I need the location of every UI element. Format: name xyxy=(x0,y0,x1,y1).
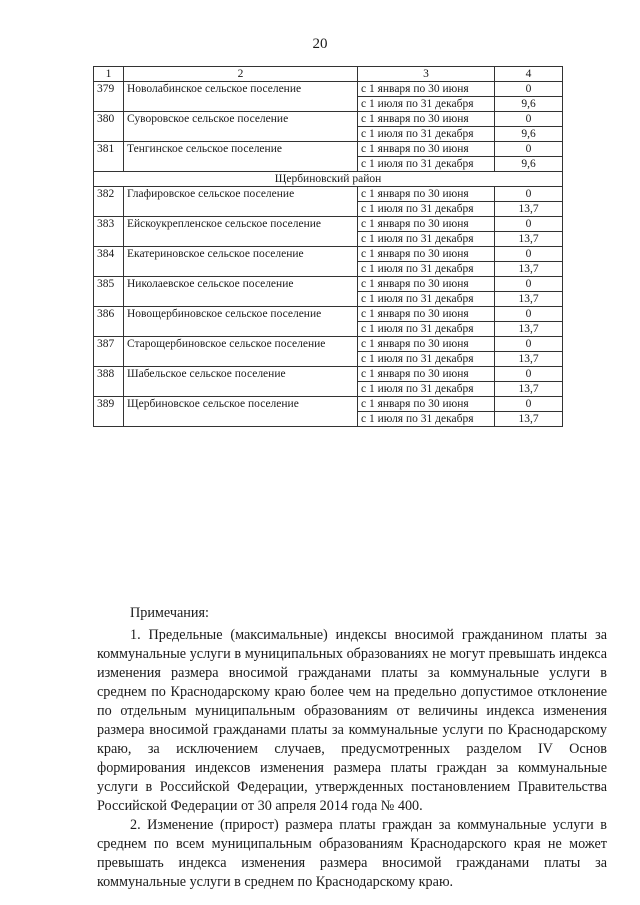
period-cell: с 1 января по 30 июня xyxy=(358,307,495,322)
index-value-cell: 0 xyxy=(495,187,563,202)
settlement-name: Щербиновское сельское поселение xyxy=(124,397,358,427)
index-value-cell: 9,6 xyxy=(495,127,563,142)
period-cell: с 1 января по 30 июня xyxy=(358,187,495,202)
index-value-cell: 13,7 xyxy=(495,262,563,277)
tariff-index-table xyxy=(93,66,563,427)
page-number: 20 xyxy=(312,36,328,52)
period-cell: с 1 июля по 31 декабря xyxy=(358,382,495,397)
period-cell: с 1 июля по 31 декабря xyxy=(358,127,495,142)
index-value-cell: 0 xyxy=(495,247,563,262)
settlement-name: Глафировское сельское поселение xyxy=(124,187,358,217)
period-cell: с 1 января по 30 июня xyxy=(358,142,495,157)
index-value-cell: 0 xyxy=(495,142,563,157)
row-number: 380 xyxy=(94,112,124,142)
period-cell: с 1 июля по 31 декабря xyxy=(358,202,495,217)
index-value-cell: 13,7 xyxy=(495,412,563,427)
column-header: 4 xyxy=(495,67,563,82)
index-value-cell: 9,6 xyxy=(495,157,563,172)
period-cell: с 1 июля по 31 декабря xyxy=(358,157,495,172)
table-body xyxy=(94,82,563,427)
table-row xyxy=(94,337,563,352)
index-value-cell: 0 xyxy=(495,337,563,352)
period-cell: с 1 января по 30 июня xyxy=(358,217,495,232)
table-header-row xyxy=(94,67,563,82)
district-row xyxy=(94,172,563,187)
settlement-name: Суворовское сельское поселение xyxy=(124,112,358,142)
notes-heading: Примечания: xyxy=(130,605,209,621)
settlement-name: Николаевское сельское поселение xyxy=(124,277,358,307)
index-value-cell: 13,7 xyxy=(495,202,563,217)
index-value-cell: 0 xyxy=(495,112,563,127)
table-row xyxy=(94,142,563,157)
index-value-cell: 0 xyxy=(495,217,563,232)
settlement-name: Новощербиновское сельское поселение xyxy=(124,307,358,337)
period-cell: с 1 июля по 31 декабря xyxy=(358,97,495,112)
table-row xyxy=(94,277,563,292)
period-cell: с 1 июля по 31 декабря xyxy=(358,262,495,277)
row-number: 382 xyxy=(94,187,124,217)
row-number: 388 xyxy=(94,367,124,397)
note-item: 1. Предельные (максимальные) индексы вносимой гражданином платы за коммунальные услуги в муниципальных образованиях не могут превышать индекса изменения размера вносимой гражданами платы за коммунальные услуги в среднем по Краснодарскому краю более чем на предельно допустимое отклонение по отдельным муниципальным образованиям от величины индекса изменения размера вносимой гражданами платы за коммунальные услуги по Краснодарскому краю, за исключением случаев, предусмотренных разделом IV Основ формирования индексов изменения размера платы граждан за коммунальные услуги в Российской Федерации, утвержденных постановлением Правительства Российской Федерации от 30 апреля 2014 года № 400. xyxy=(97,627,607,814)
district-name: Щербиновский район xyxy=(94,172,563,187)
row-number: 384 xyxy=(94,247,124,277)
table-row xyxy=(94,217,563,232)
index-value-cell: 13,7 xyxy=(495,232,563,247)
settlement-name: Шабельское сельское поселение xyxy=(124,367,358,397)
column-header: 2 xyxy=(124,67,358,82)
index-value-cell: 13,7 xyxy=(495,352,563,367)
row-number: 383 xyxy=(94,217,124,247)
settlement-name: Старощербиновское сельское поселение xyxy=(124,337,358,367)
notes-section xyxy=(97,604,607,892)
note-item: 2. Изменение (прирост) размера платы граждан за коммунальные услуги в среднем по всем муниципальным образованиям Краснодарского края не может превышать индекса изменения размера вносимой гражданами платы за коммунальные услуги в среднем по Краснодарскому краю. xyxy=(97,817,607,890)
index-value-cell: 13,7 xyxy=(495,292,563,307)
settlement-name: Тенгинское сельское поселение xyxy=(124,142,358,172)
index-value-cell: 0 xyxy=(495,82,563,97)
period-cell: с 1 января по 30 июня xyxy=(358,337,495,352)
index-value-cell: 0 xyxy=(495,307,563,322)
period-cell: с 1 июля по 31 декабря xyxy=(358,322,495,337)
period-cell: с 1 января по 30 июня xyxy=(358,82,495,97)
table-row xyxy=(94,247,563,262)
period-cell: с 1 января по 30 июня xyxy=(358,397,495,412)
period-cell: с 1 января по 30 июня xyxy=(358,247,495,262)
period-cell: с 1 января по 30 июня xyxy=(358,112,495,127)
index-value-cell: 13,7 xyxy=(495,322,563,337)
column-header: 1 xyxy=(94,67,124,82)
table-row xyxy=(94,187,563,202)
index-value-cell: 0 xyxy=(495,397,563,412)
column-header: 3 xyxy=(358,67,495,82)
row-number: 381 xyxy=(94,142,124,172)
settlement-name: Новолабинское сельское поселение xyxy=(124,82,358,112)
row-number: 389 xyxy=(94,397,124,427)
row-number: 385 xyxy=(94,277,124,307)
table-row xyxy=(94,307,563,322)
period-cell: с 1 января по 30 июня xyxy=(358,277,495,292)
index-value-cell: 0 xyxy=(495,367,563,382)
row-number: 379 xyxy=(94,82,124,112)
index-value-cell: 0 xyxy=(495,277,563,292)
table-row xyxy=(94,367,563,382)
period-cell: с 1 июля по 31 декабря xyxy=(358,292,495,307)
settlement-name: Екатериновское сельское поселение xyxy=(124,247,358,277)
table-row xyxy=(94,82,563,97)
table-row xyxy=(94,397,563,412)
period-cell: с 1 июля по 31 декабря xyxy=(358,412,495,427)
table-row xyxy=(94,112,563,127)
period-cell: с 1 января по 30 июня xyxy=(358,367,495,382)
period-cell: с 1 июля по 31 декабря xyxy=(358,232,495,247)
index-value-cell: 13,7 xyxy=(495,382,563,397)
row-number: 386 xyxy=(94,307,124,337)
settlement-name: Ейскоукрепленское сельское поселение xyxy=(124,217,358,247)
row-number: 387 xyxy=(94,337,124,367)
period-cell: с 1 июля по 31 декабря xyxy=(358,352,495,367)
index-value-cell: 9,6 xyxy=(495,97,563,112)
